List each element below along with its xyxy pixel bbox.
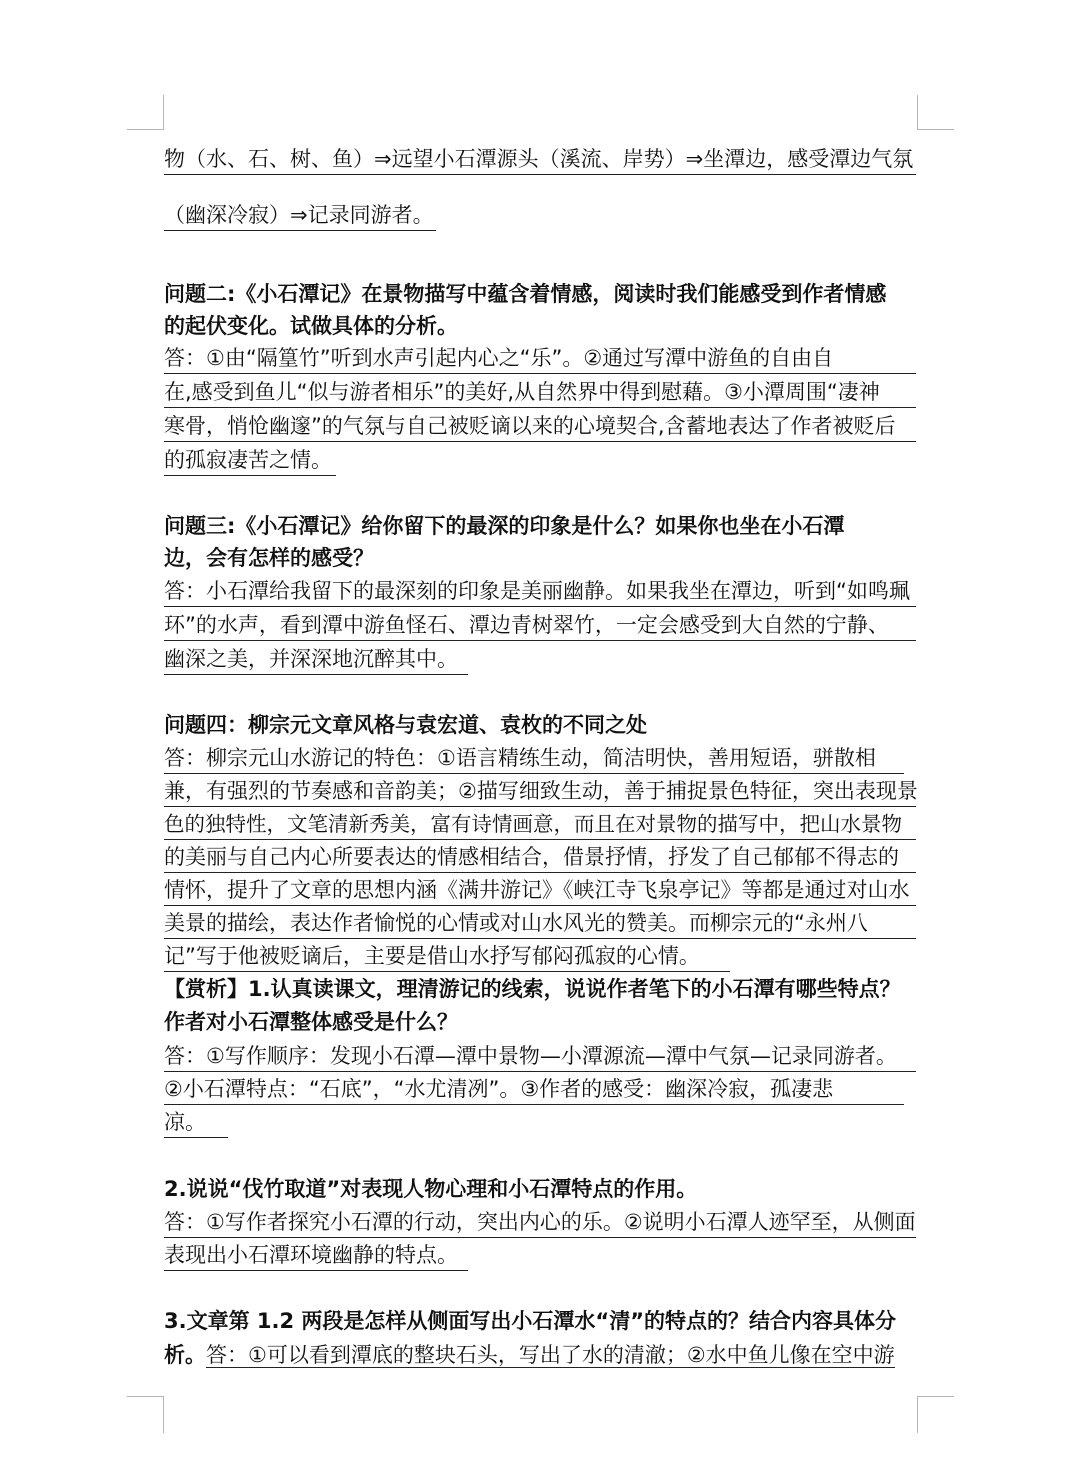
appreciation-2-answer: 答：①写作者探究小石潭的行动，突出内心的乐。②说明小石潭人迹罕至，从侧面 (164, 1207, 916, 1238)
question-4-answer: 兼，有强烈的节奏感和音韵美；②描写细致生动，善于捕捉景色特征，突出表现景 (164, 776, 916, 807)
appreciation-2-title: 2.说说“伐竹取道”对表现人物心理和小石潭特点的作用。 (164, 1177, 698, 1201)
question-2-title: 问题二:《小石潭记》在景物描写中蕴含着情感，阅读时我们能感受到作者情感 (164, 282, 887, 306)
question-4-title: 问题四：柳宗元文章风格与袁宏道、袁枚的不同之处 (164, 713, 647, 737)
crop-mark-top-left (127, 95, 164, 130)
appreciation-1-title: 作者对小石潭整体感受是什么？ (164, 1010, 458, 1034)
question-4-answer: 记”写于他被贬谪后，主要是借山水抒写郁闷孤寂的心情。 (164, 941, 730, 972)
question-2-answer: 的孤寂凄苦之情。 (164, 445, 336, 476)
question-4-answer: 的美丽与自己内心所要表达的情感相结合，借景抒情，抒发了自己郁郁不得志的 (164, 842, 916, 873)
question-4-answer: 答：柳宗元山水游记的特色：①语言精练生动，简洁明快，善用短语，骈散相 (164, 743, 904, 774)
question-4-answer: 情怀，提升了文章的思想内涵《满井游记》《峡江寺飞泉亭记》等都是通过对山水 (164, 875, 916, 906)
question-2-answer: 在,感受到鱼儿“似与游者相乐”的美好,从自然界中得到慰藉。③小潭周围“凄神 (164, 377, 916, 408)
crop-mark-bottom-left (127, 1396, 164, 1433)
question-2-answer: 寒骨，悄怆幽邃”的气氛与自己被贬谪以来的心境契合,含蓄地表达了作者被贬后 (164, 411, 916, 442)
appreciation-3-title: 3.文章第 1.2 两段是怎样从侧面写出小石潭水“清”的特点的？结合内容具体分 (164, 1309, 897, 1333)
crop-mark-bottom-right (917, 1396, 954, 1433)
appreciation-3-title-end: 析。 (164, 1343, 206, 1367)
question-2-answer: 答：①由“隔篁竹”听到水声引起内心之“乐”。②通过写潭中游鱼的自由自 (164, 343, 916, 374)
crop-mark-top-right (917, 95, 954, 130)
intro-line: （幽深冷寂）⇒记录同游者。 (164, 200, 436, 231)
appreciation-1-answer: 答：①写作顺序：发现小石潭—潭中景物—小潭源流—潭中气氛—记录同游者。 (164, 1041, 916, 1072)
question-3-title: 问题三:《小石潭记》给你留下的最深的印象是什么？如果你也坐在小石潭 (164, 514, 845, 538)
question-4-answer: 色的独特性，文笔清新秀美，富有诗情画意，而且在对景物的描写中，把山水景物 (164, 809, 916, 840)
appreciation-3-last-line (164, 1340, 918, 1370)
question-3-answer: 幽深之美，并深深地沉醉其中。 (164, 644, 468, 675)
question-4-answer: 美景的描绘，表达作者愉悦的心情或对山水风光的赞美。而柳宗元的“永州八 (164, 908, 916, 939)
intro-line: 物（水、石、树、鱼）⇒远望小石潭源头（溪流、岸势）⇒坐潭边，感受潭边气氛 (164, 144, 916, 175)
question-3-answer: 答：小石潭给我留下的最深刻的印象是美丽幽静。如果我坐在潭边，听到“如鸣珮 (164, 576, 916, 607)
appreciation-1-answer: 凉。 (164, 1107, 228, 1138)
appreciation-2-answer: 表现出小石潭环境幽静的特点。 (164, 1240, 468, 1271)
question-3-answer: 环”的水声，看到潭中游鱼怪石、潭边青树翠竹，一定会感受到大自然的宁静、 (164, 610, 916, 641)
appreciation-3-answer: 答：①可以看到潭底的整块石头，写出了水的清澈；②水中鱼儿像在空中游 (206, 1343, 895, 1367)
appreciation-1-answer: ②小石潭特点：“石底”，“水尤清冽”。③作者的感受：幽深冷寂，孤凄悲 (164, 1074, 904, 1105)
appreciation-1-title: 【赏析】1.认真读课文，理清游记的线索，说说作者笔下的小石潭有哪些特点？ (164, 977, 901, 1001)
question-3-title: 边，会有怎样的感受？ (164, 546, 374, 570)
question-2-title: 的起伏变化。试做具体的分析。 (164, 314, 458, 338)
